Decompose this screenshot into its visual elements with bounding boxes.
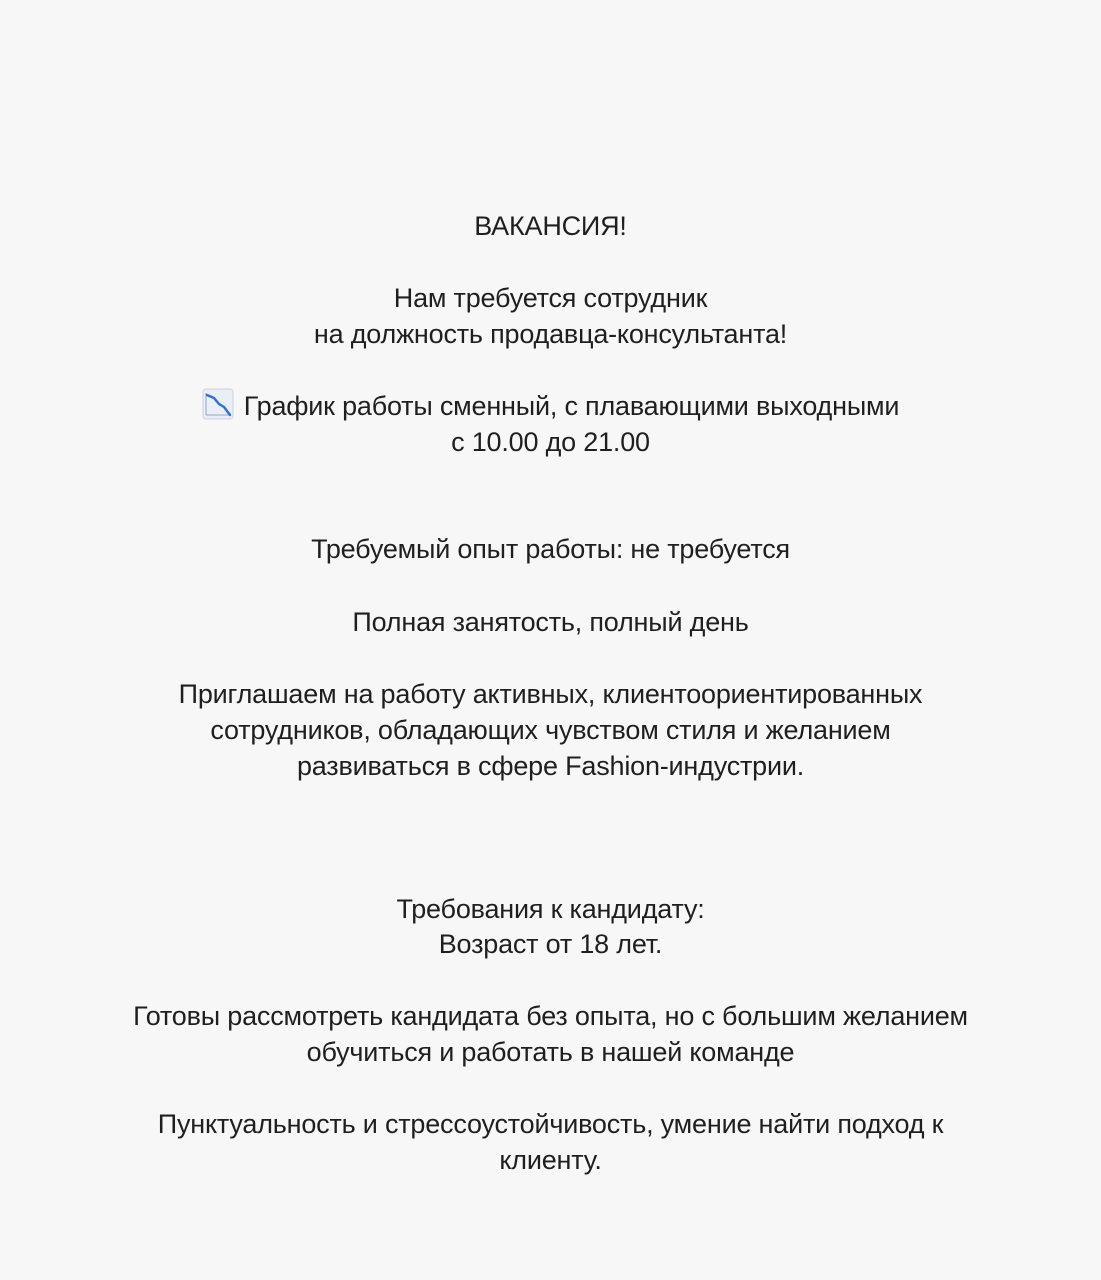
qualities-line-2: клиенту. bbox=[499, 1145, 602, 1175]
no-experience-line-1: Готовы рассмотреть кандидата без опыта, но с большим желанием bbox=[133, 1001, 968, 1031]
invitation-line-1: Приглашаем на работу активных, клиентоориентированных bbox=[178, 679, 923, 709]
experience-line: Требуемый опыт работы: не требуется bbox=[311, 534, 790, 564]
schedule-line-2: с 10.00 до 21.00 bbox=[451, 427, 650, 457]
no-experience-line-2: обучиться и работать в нашей команде bbox=[306, 1037, 795, 1067]
employment-line: Полная занятость, полный день bbox=[352, 607, 749, 637]
qualities-line-1: Пунктуальность и стрессоустойчивость, умение найти подход к bbox=[157, 1109, 944, 1139]
chart-decreasing-icon bbox=[202, 388, 234, 420]
schedule-text: График работы сменный, с плавающими выходными bbox=[243, 391, 900, 421]
invitation-line-3: развиваться в сфере Fashion-индустрии. bbox=[296, 751, 805, 781]
schedule-line-1 bbox=[0, 388, 1101, 424]
vacancy-title: ВАКАНСИЯ! bbox=[474, 211, 627, 241]
requirements-age: Возраст от 18 лет. bbox=[438, 929, 663, 959]
invitation-line-2: сотрудников, обладающих чувством стиля и желанием bbox=[210, 715, 891, 745]
intro-line-1: Нам требуется сотрудник bbox=[393, 283, 708, 313]
requirements-heading: Требования к кандидату: bbox=[396, 894, 705, 924]
intro-line-2: на должность продавца-консультанта! bbox=[313, 319, 788, 349]
